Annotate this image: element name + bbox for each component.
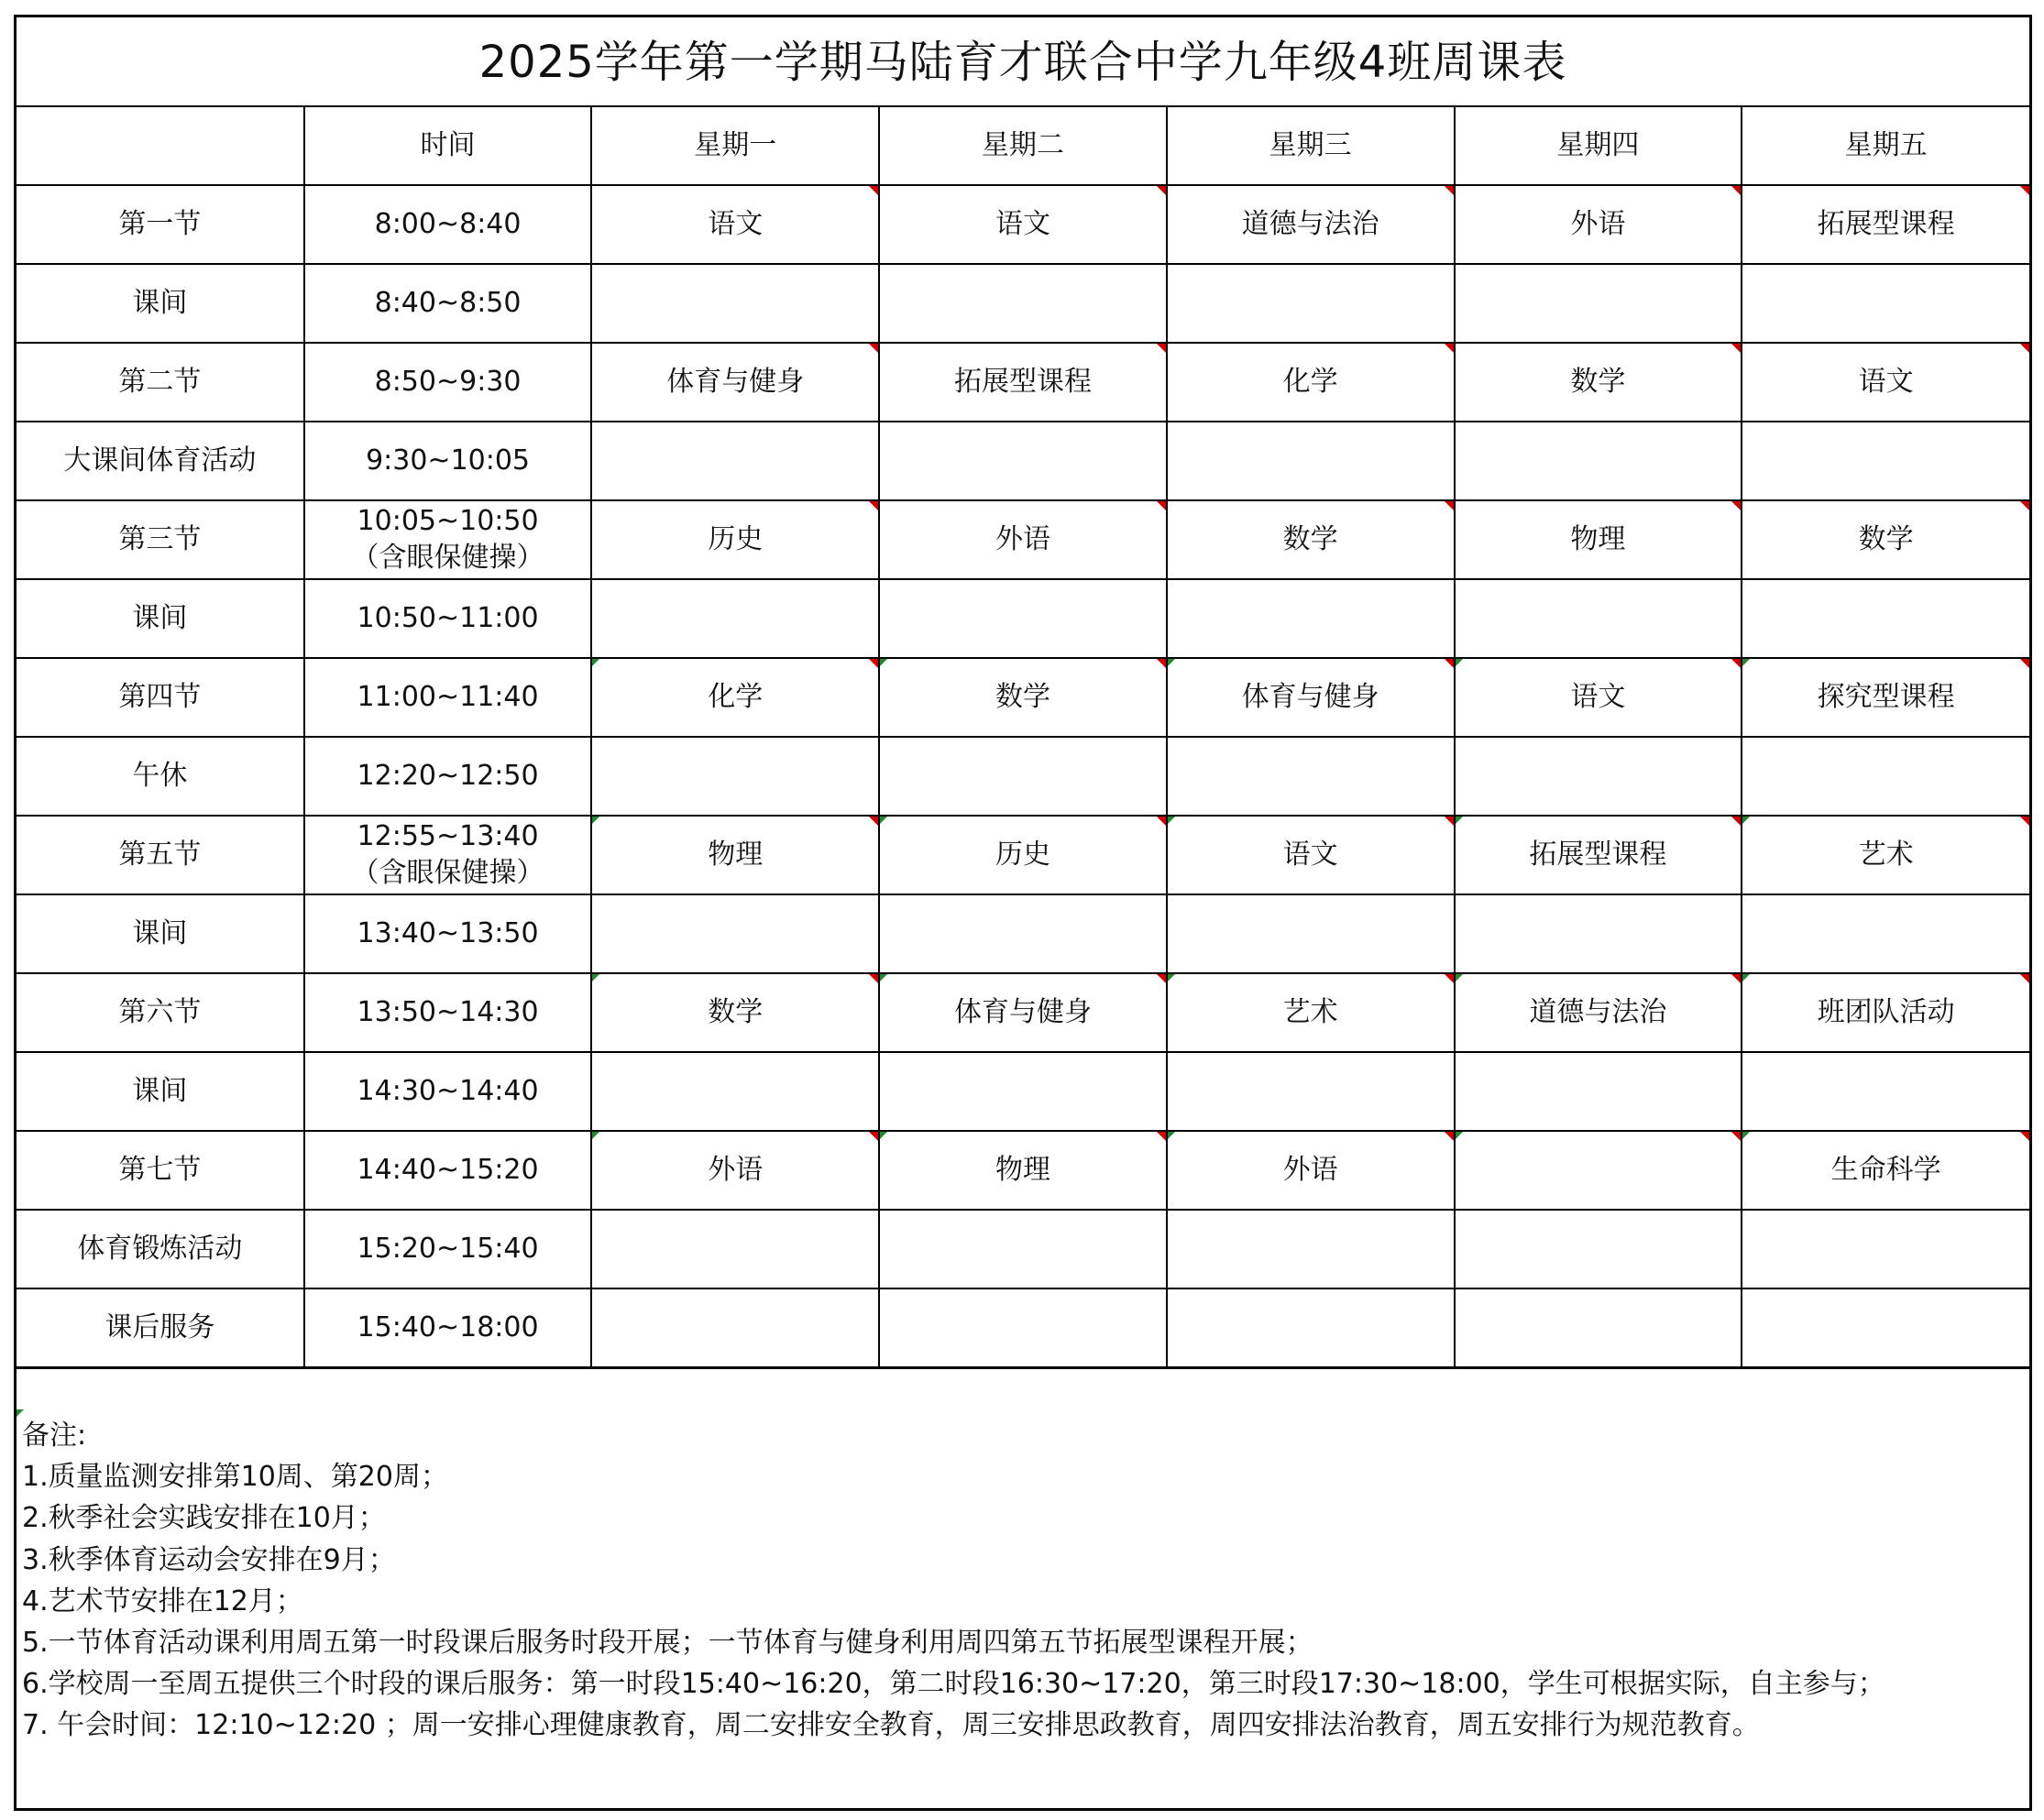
course-cell[interactable] [1455, 973, 1742, 1052]
course-cell[interactable] [879, 185, 1167, 264]
course-label: 外语 [995, 523, 1050, 555]
course-cell[interactable] [591, 264, 879, 343]
course-label: 物理 [708, 839, 764, 871]
green-marker-icon [1168, 817, 1175, 824]
header-corner-cell [16, 107, 304, 185]
course-cell[interactable] [879, 1052, 1167, 1131]
note-item: 3.秋季体育运动会安排在9月； [22, 1543, 396, 1576]
table-row [16, 658, 2029, 737]
course-label: 数学 [708, 996, 764, 1028]
course-cell[interactable] [1742, 658, 2029, 737]
green-marker-icon [1456, 1132, 1463, 1139]
course-cell[interactable] [1455, 658, 1742, 737]
table-row [16, 185, 2029, 264]
course-cell[interactable] [1167, 1131, 1455, 1210]
course-cell[interactable] [1455, 185, 1742, 264]
time-cell [304, 816, 592, 894]
course-label: 生命科学 [1830, 1154, 1941, 1186]
note-item: 6.学校周一至周五提供三个时段的课后服务：第一时段15:40~16:20，第二时段16:30~17:20，第三时段17:30~18:00，学生可根据实际，自主参与； [22, 1668, 1885, 1701]
green-marker-icon [1456, 659, 1463, 666]
comment-marker-icon [1731, 659, 1741, 668]
comment-marker-icon [1157, 817, 1166, 826]
course-label: 语文 [1570, 681, 1626, 713]
course-label: 语文 [995, 208, 1050, 240]
period-cell: 第五节 [16, 816, 304, 894]
course-label: 语文 [1282, 839, 1338, 871]
course-cell[interactable] [1455, 1131, 1742, 1210]
note-item: 2.秋季社会实践安排在10月； [22, 1502, 386, 1535]
course-cell[interactable] [1742, 1131, 2029, 1210]
time-cell: 15:40~18:00 [304, 1288, 592, 1368]
page-title: 2025学年第一学期马陆育才联合中学九年级4班周课表 [16, 17, 2029, 107]
comment-marker-icon [1731, 974, 1741, 983]
course-cell[interactable] [591, 579, 879, 658]
course-cell[interactable] [1455, 422, 1742, 500]
course-label: 外语 [1282, 1154, 1338, 1186]
course-cell[interactable] [879, 343, 1167, 422]
course-label: 体育与健身 [1241, 681, 1379, 713]
table-row [16, 1288, 2029, 1368]
table-row [16, 500, 2029, 579]
course-cell[interactable] [1455, 343, 1742, 422]
time-cell: 8:40~8:50 [304, 264, 592, 343]
course-label: 探究型课程 [1817, 681, 1955, 713]
course-cell[interactable] [879, 894, 1167, 973]
course-label: 化学 [708, 681, 764, 713]
course-cell[interactable] [879, 264, 1167, 343]
green-marker-icon [880, 974, 887, 981]
comment-marker-icon [2020, 659, 2029, 668]
comment-marker-icon [1445, 659, 1454, 668]
course-cell[interactable] [1742, 737, 2029, 816]
period-cell: 第四节 [16, 658, 304, 737]
comment-marker-icon [1731, 1132, 1741, 1141]
course-cell[interactable] [1167, 343, 1455, 422]
course-cell[interactable] [879, 658, 1167, 737]
comment-marker-icon [1731, 501, 1741, 510]
course-cell[interactable] [1742, 579, 2029, 658]
course-label: 体育与健身 [953, 996, 1092, 1028]
course-cell[interactable] [1742, 1210, 2029, 1288]
course-cell[interactable] [1167, 422, 1455, 500]
course-cell[interactable] [879, 1131, 1167, 1210]
course-cell[interactable] [591, 816, 879, 894]
comment-marker-icon [869, 974, 878, 983]
period-cell: 大课间体育活动 [16, 422, 304, 500]
green-marker-icon [880, 1132, 887, 1139]
table-row [16, 264, 2029, 343]
course-label: 数学 [1858, 523, 1914, 555]
table-row [16, 1131, 2029, 1210]
course-cell[interactable] [1167, 579, 1455, 658]
comment-marker-icon [1445, 817, 1454, 826]
course-cell[interactable] [591, 1131, 879, 1210]
note-item: 5.一节体育活动课利用周五第一时段课后服务时段开展；一节体育与健身利用周四第五节拓展型课程开展； [22, 1627, 1313, 1660]
course-cell[interactable] [879, 973, 1167, 1052]
green-marker-icon [1168, 974, 1175, 981]
time-cell: 14:30~14:40 [304, 1052, 592, 1131]
course-label: 拓展型课程 [1529, 839, 1667, 871]
course-label: 道德与法治 [1241, 208, 1379, 240]
period-cell: 第二节 [16, 343, 304, 422]
comment-marker-icon [2020, 817, 2029, 826]
green-marker-icon [1168, 1132, 1175, 1139]
header-day-cell: 星期五 [1742, 107, 2029, 185]
course-cell[interactable] [1167, 185, 1455, 264]
table-row [16, 737, 2029, 816]
header-day-cell: 星期三 [1167, 107, 1455, 185]
course-label: 语文 [708, 208, 764, 240]
course-label: 化学 [1282, 366, 1338, 398]
course-cell[interactable] [1742, 973, 2029, 1052]
course-cell[interactable] [1455, 1210, 1742, 1288]
course-cell[interactable] [1167, 264, 1455, 343]
green-marker-icon [1742, 1132, 1750, 1139]
period-cell: 午休 [16, 737, 304, 816]
course-cell[interactable] [1742, 343, 2029, 422]
time-cell: 10:50~11:00 [304, 579, 592, 658]
course-cell[interactable] [591, 737, 879, 816]
course-cell[interactable] [1167, 816, 1455, 894]
course-cell[interactable] [1167, 1052, 1455, 1131]
course-label: 数学 [1282, 523, 1338, 555]
course-label: 拓展型课程 [1817, 208, 1955, 240]
header-day-cell: 星期四 [1455, 107, 1742, 185]
course-cell[interactable] [1742, 1288, 2029, 1368]
comment-marker-icon [2020, 186, 2029, 195]
comment-marker-icon [1157, 186, 1166, 195]
comment-marker-icon [869, 186, 878, 195]
comment-marker-icon [2020, 344, 2029, 353]
table-row [16, 894, 2029, 973]
comment-marker-icon [1445, 1132, 1454, 1141]
time-cell: 8:50~9:30 [304, 343, 592, 422]
period-cell: 第七节 [16, 1131, 304, 1210]
comment-marker-icon [2020, 974, 2029, 983]
course-cell[interactable] [1455, 579, 1742, 658]
green-marker-icon [592, 974, 599, 981]
comment-marker-icon [2020, 501, 2029, 510]
comment-marker-icon [1731, 186, 1741, 195]
green-marker-icon [592, 1132, 599, 1139]
notes-section [16, 1409, 2029, 1747]
course-label: 物理 [1570, 523, 1626, 555]
green-marker-icon [1168, 659, 1175, 666]
course-label: 道德与法治 [1529, 996, 1667, 1028]
time-cell: 13:40~13:50 [304, 894, 592, 973]
time-cell: 15:20~15:40 [304, 1210, 592, 1288]
green-marker-icon [880, 659, 887, 666]
course-cell[interactable] [1455, 1288, 1742, 1368]
course-cell[interactable] [879, 579, 1167, 658]
course-cell[interactable] [1742, 1052, 2029, 1131]
comment-marker-icon [1445, 501, 1454, 510]
course-cell[interactable] [591, 1052, 879, 1131]
course-cell[interactable] [879, 422, 1167, 500]
header-row [16, 107, 2029, 185]
course-label: 历史 [995, 839, 1050, 871]
course-cell[interactable] [1742, 816, 2029, 894]
course-cell[interactable] [591, 500, 879, 579]
green-marker-icon [592, 817, 599, 824]
notes-heading: 备注: [22, 1420, 87, 1452]
comment-marker-icon [1157, 659, 1166, 668]
course-cell[interactable] [1455, 500, 1742, 579]
course-cell[interactable] [1455, 737, 1742, 816]
period-cell: 体育锻炼活动 [16, 1210, 304, 1288]
period-cell: 课后服务 [16, 1288, 304, 1368]
course-cell[interactable] [1742, 500, 2029, 579]
green-marker-icon [1742, 817, 1750, 824]
comment-marker-icon [1731, 817, 1741, 826]
course-cell[interactable] [591, 422, 879, 500]
period-cell: 第六节 [16, 973, 304, 1052]
period-cell: 课间 [16, 1052, 304, 1131]
time-cell [304, 500, 592, 579]
period-cell: 课间 [16, 894, 304, 973]
green-marker-icon [1742, 974, 1750, 981]
period-cell: 第三节 [16, 500, 304, 579]
time-range: 10:05~10:50 [357, 505, 539, 537]
course-label: 外语 [708, 1154, 764, 1186]
green-marker-icon [1456, 817, 1463, 824]
course-cell[interactable] [1742, 894, 2029, 973]
timetable-grid [16, 107, 2029, 1369]
table-row [16, 422, 2029, 500]
green-marker-icon [1742, 659, 1750, 666]
course-cell[interactable] [1167, 1210, 1455, 1288]
course-label: 艺术 [1858, 839, 1914, 871]
course-cell[interactable] [1167, 973, 1455, 1052]
comment-marker-icon [1157, 974, 1166, 983]
course-cell[interactable] [1167, 658, 1455, 737]
header-time-cell: 时间 [304, 107, 592, 185]
course-label: 拓展型课程 [953, 366, 1092, 398]
green-marker-icon [1456, 974, 1463, 981]
table-row [16, 973, 2029, 1052]
course-cell[interactable] [591, 894, 879, 973]
note-item: 4.艺术节安排在12月； [22, 1584, 303, 1617]
time-cell: 11:00~11:40 [304, 658, 592, 737]
course-cell[interactable] [591, 973, 879, 1052]
note-item: 7. 午会时间：12:10~12:20 ；周一安排心理健康教育，周二安排安全教育，周三安排思政教育，周四安排法治教育，周五安排行为规范教育。 [22, 1709, 1760, 1742]
time-cell: 14:40~15:20 [304, 1131, 592, 1210]
time-cell: 13:50~14:30 [304, 973, 592, 1052]
green-marker-icon [592, 659, 599, 666]
course-cell[interactable] [1742, 422, 2029, 500]
time-note: （含眼保健操） [351, 542, 544, 574]
time-cell: 12:20~12:50 [304, 737, 592, 816]
green-marker-icon [16, 1409, 24, 1417]
course-cell[interactable] [879, 500, 1167, 579]
course-label: 体育与健身 [666, 366, 805, 398]
course-cell[interactable] [1742, 185, 2029, 264]
course-cell[interactable] [1455, 1052, 1742, 1131]
comment-marker-icon [2020, 1132, 2029, 1141]
course-cell[interactable] [1455, 894, 1742, 973]
comment-marker-icon [1157, 501, 1166, 510]
comment-marker-icon [869, 1132, 878, 1141]
comment-marker-icon [1445, 186, 1454, 195]
course-label: 历史 [708, 523, 764, 555]
course-label: 数学 [995, 681, 1050, 713]
table-row [16, 1210, 2029, 1288]
course-cell[interactable] [591, 343, 879, 422]
time-note: （含眼保健操） [351, 857, 544, 889]
header-day-cell: 星期一 [591, 107, 879, 185]
course-cell[interactable] [879, 1288, 1167, 1368]
course-cell[interactable] [1455, 816, 1742, 894]
time-cell: 8:00~8:40 [304, 185, 592, 264]
course-label: 班团队活动 [1817, 996, 1955, 1028]
table-row [16, 1052, 2029, 1131]
course-cell[interactable] [1167, 1288, 1455, 1368]
course-label: 外语 [1570, 208, 1626, 240]
course-cell[interactable] [591, 658, 879, 737]
time-range: 12:55~13:40 [357, 820, 539, 852]
course-cell[interactable] [591, 1288, 879, 1368]
course-cell[interactable] [879, 1210, 1167, 1288]
table-row [16, 579, 2029, 658]
comment-marker-icon [869, 817, 878, 826]
course-label: 物理 [995, 1154, 1050, 1186]
comment-marker-icon [1157, 1132, 1166, 1141]
note-item: 1.质量监测安排第10周、第20周； [22, 1461, 448, 1494]
course-cell[interactable] [591, 1210, 879, 1288]
comment-marker-icon [869, 344, 878, 353]
header-day-cell: 星期二 [879, 107, 1167, 185]
comment-marker-icon [869, 659, 878, 668]
timetable-sheet [14, 15, 2032, 1811]
course-cell[interactable] [1455, 264, 1742, 343]
period-cell: 第一节 [16, 185, 304, 264]
comment-marker-icon [1157, 344, 1166, 353]
course-label: 数学 [1570, 366, 1626, 398]
comment-marker-icon [1731, 344, 1741, 353]
course-cell[interactable] [1167, 894, 1455, 973]
course-cell[interactable] [591, 185, 879, 264]
course-label: 语文 [1858, 366, 1914, 398]
table-row [16, 816, 2029, 894]
green-marker-icon [880, 817, 887, 824]
course-cell[interactable] [879, 737, 1167, 816]
comment-marker-icon [1445, 974, 1454, 983]
period-cell: 课间 [16, 579, 304, 658]
course-cell[interactable] [1742, 264, 2029, 343]
table-row [16, 343, 2029, 422]
period-cell: 课间 [16, 264, 304, 343]
course-label: 艺术 [1282, 996, 1338, 1028]
comment-marker-icon [1445, 344, 1454, 353]
time-cell: 9:30~10:05 [304, 422, 592, 500]
course-cell[interactable] [879, 816, 1167, 894]
course-cell[interactable] [1167, 500, 1455, 579]
course-cell[interactable] [1167, 737, 1455, 816]
comment-marker-icon [869, 501, 878, 510]
